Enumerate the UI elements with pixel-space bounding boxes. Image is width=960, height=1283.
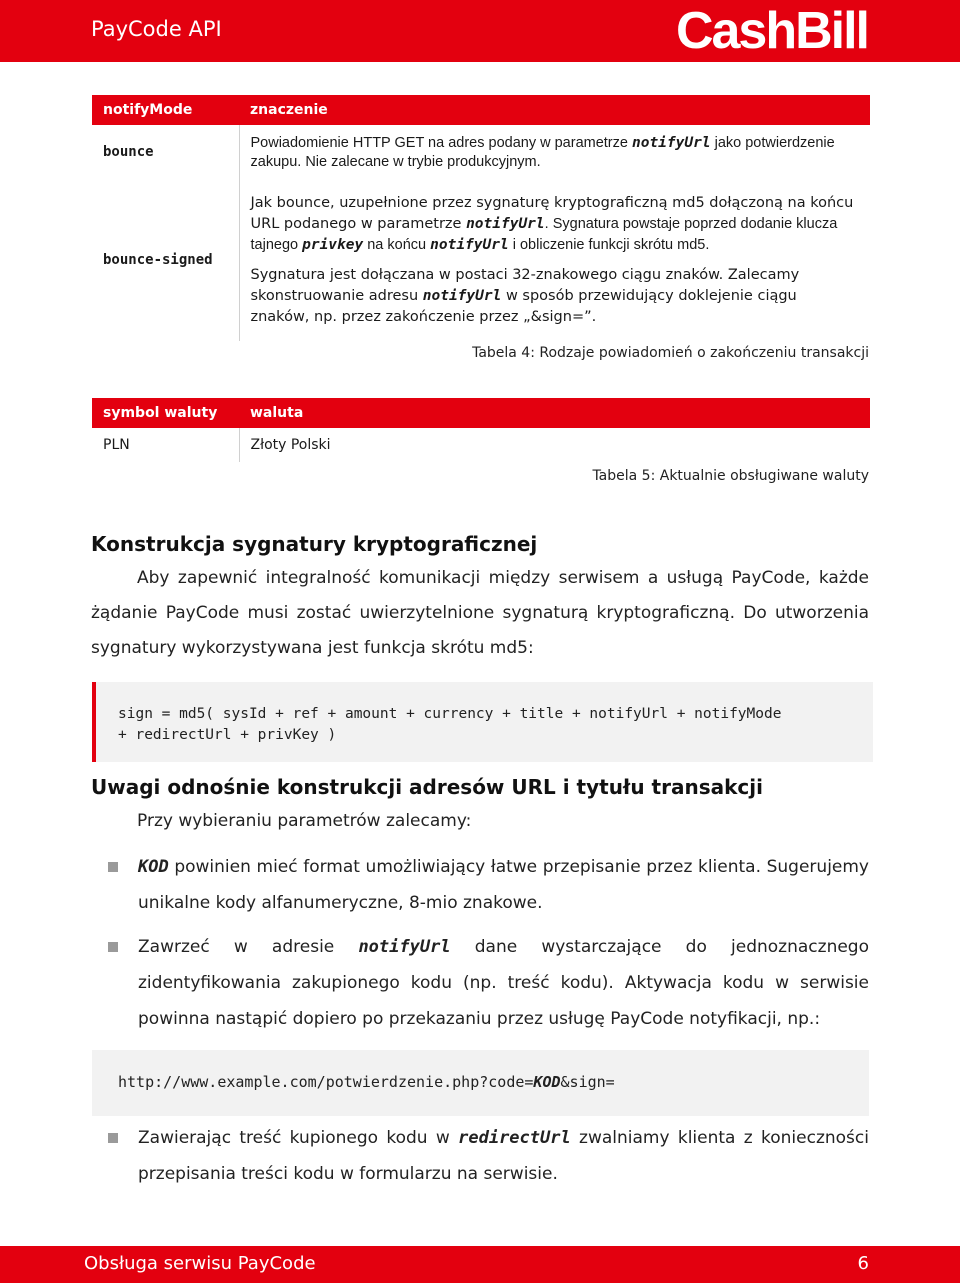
list-item-text bbox=[138, 1120, 869, 1192]
signature-code-block bbox=[92, 682, 873, 762]
col-znaczenie: znaczenie bbox=[239, 95, 870, 125]
desc-text: w sposób przewidujący doklejenie ciągu znaków, np. przez zakończenie przez „&sign=”. bbox=[250, 287, 797, 325]
desc-text: Sygnatura jest dołączana w postaci 32-znakowego ciągu znaków. Zalecamy skonstruowanie adresu bbox=[250, 266, 800, 304]
table-row bbox=[92, 125, 870, 179]
desc-text: . Sygnatura powstaje poprzed dodanie klucza tajnego bbox=[250, 215, 838, 253]
code-redirecturl: redirectUrl bbox=[458, 1128, 571, 1148]
bullet-text: Zawierając treść kupionego kodu w bbox=[138, 1128, 459, 1148]
row-key bbox=[92, 125, 239, 179]
table-header-row bbox=[92, 398, 870, 428]
bullet-text: dane wystarczające do jednoznacznego zidentyfikowania zakupionego kodu (np. treść kodu). Aktywacja kodu w serwisie powinna nastąpić dopiero po przekazaniu przez usługę PayCode notyfikacji, np.: bbox=[138, 937, 869, 1029]
notify-mode-table bbox=[92, 95, 870, 341]
desc-paragraph-1 bbox=[251, 193, 860, 256]
code-notifyurl: notifyUrl bbox=[631, 135, 711, 151]
cashbill-logo bbox=[676, 4, 868, 58]
table-row bbox=[92, 428, 870, 462]
row-key bbox=[92, 179, 239, 341]
list-item-text bbox=[138, 849, 869, 921]
col-notifymode: notifyMode bbox=[92, 95, 239, 125]
desc-text: jako potwierdzenie zakupu. Nie zalecane w trybie produkcyjnym. bbox=[250, 135, 835, 170]
list-item bbox=[108, 1120, 869, 1192]
code-kod: KOD bbox=[533, 1073, 561, 1091]
table5-caption: Tabela 5: Aktualnie obsługiwane waluty bbox=[592, 468, 869, 484]
currency-name: Złoty Polski bbox=[250, 437, 331, 453]
footer-title: Obsługa serwisu PayCode bbox=[84, 1253, 316, 1274]
list-item-text bbox=[138, 929, 869, 1037]
code-kod: KOD bbox=[138, 857, 169, 877]
list-item bbox=[108, 849, 869, 921]
code-privkey: privkey bbox=[302, 236, 364, 253]
bullet-square-icon bbox=[108, 1133, 118, 1143]
section-heading-url-notes: Uwagi odnośnie konstrukcji adresów URL i tytułu transakcji bbox=[91, 775, 763, 799]
table4-caption: Tabela 4: Rodzaje powiadomień o zakończeniu transakcji bbox=[472, 345, 869, 361]
header-title: PayCode API bbox=[91, 17, 222, 41]
code-notifyurl: notifyUrl bbox=[466, 215, 545, 232]
table-header-row bbox=[92, 95, 870, 125]
section2-intro: Przy wybieraniu parametrów zalecamy: bbox=[137, 811, 472, 831]
desc-paragraph-2 bbox=[251, 265, 860, 328]
code-notifyurl: notifyUrl bbox=[358, 937, 451, 957]
section1-paragraph: Aby zapewnić integralność komunikacji między serwisem a usługą PayCode, każde żądanie PayCode musi zostać uwierzytelnione sygnaturą kryptograficzną. Do utworzenia sygnatury wykorzystywana jest funkcja skrótu md5: bbox=[91, 568, 869, 658]
bullet-text: zwalniamy klienta z konieczności przepisania treści kodu w formularzu na serwisie. bbox=[138, 1128, 869, 1184]
page-header bbox=[0, 0, 960, 62]
code-line: + redirectUrl + privKey ) bbox=[118, 727, 337, 743]
col-waluta: waluta bbox=[239, 398, 870, 428]
code-notifyurl: notifyUrl bbox=[430, 236, 509, 253]
page-footer bbox=[0, 1246, 960, 1283]
url-text: http://www.example.com/potwierdzenie.php?code= bbox=[118, 1073, 534, 1091]
bullet-square-icon bbox=[108, 942, 118, 952]
row-key-bounce-signed: bounce-signed bbox=[103, 252, 213, 268]
url-example-block bbox=[92, 1050, 869, 1116]
code-lines bbox=[118, 704, 781, 746]
bullet-text: powinien mieć format umożliwiający łatwe przepisanie przez klienta. Sugerujemy unikalne kody alfanumeryczne, 8-mio znakowe. bbox=[138, 857, 869, 913]
desc-text: na końcu bbox=[363, 236, 431, 253]
logo-part-bill: Bill bbox=[795, 2, 868, 60]
currency-symbol: PLN bbox=[92, 428, 239, 462]
desc-text: Powiadomienie HTTP GET na adres podany w parametrze bbox=[250, 135, 632, 151]
page-number: 6 bbox=[857, 1253, 869, 1274]
row-key-bounce: bounce bbox=[103, 144, 154, 160]
currency-table bbox=[92, 398, 870, 462]
desc-text: i obliczenie funkcji skrótu md5. bbox=[508, 236, 710, 253]
table-row bbox=[92, 179, 870, 341]
desc-text: Jak bounce, uzupełnione przez sygnaturę kryptograficzną md5 dołączoną na końcu URL podanego w parametrze bbox=[250, 194, 854, 232]
col-symbol-waluty: symbol waluty bbox=[92, 398, 239, 428]
row-description bbox=[239, 179, 870, 341]
list-item bbox=[108, 929, 869, 1037]
logo-part-cash: Cash bbox=[675, 2, 796, 60]
bullet-text: Zawrzeć w adresie bbox=[138, 937, 359, 957]
url-text: &sign= bbox=[560, 1073, 615, 1091]
url-example bbox=[118, 1073, 615, 1091]
bullet-square-icon bbox=[108, 862, 118, 872]
code-line: sign = md5( sysId + ref + amount + currency + title + notifyUrl + notifyMode bbox=[118, 706, 782, 722]
section-heading-signature: Konstrukcja sygnatury kryptograficznej bbox=[91, 532, 538, 556]
row-description bbox=[239, 125, 870, 179]
code-notifyurl: notifyUrl bbox=[422, 287, 502, 304]
